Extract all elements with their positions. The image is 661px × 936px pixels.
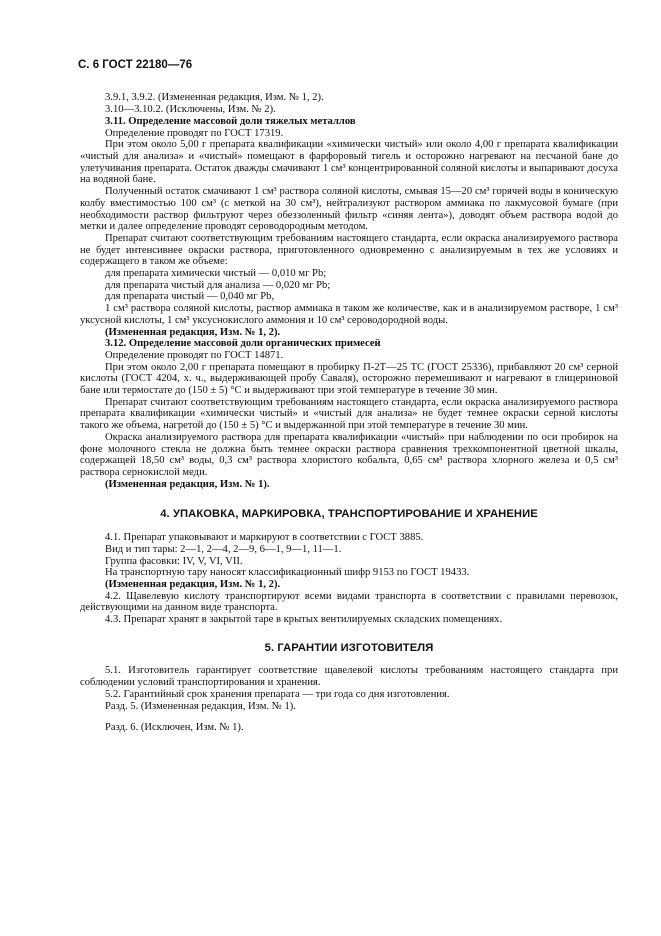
revision-note: 3.9.1, 3.9.2. (Измененная редакция, Изм. № 1, 2). bbox=[105, 92, 324, 103]
subsection-heading: 3.12. Определение массовой доли органических примесей bbox=[105, 338, 381, 350]
page-header: С. 6 ГОСТ 22180—76 bbox=[78, 59, 193, 71]
paragraph: 4.2. Щавелевую кислоту транспортируют всеми видами транспорта в соответствии с правилами перевозок, действующими на данном виде транспорта. bbox=[80, 590, 618, 614]
paragraph: На транспортную тару наносят классификационный шифр 9153 по ГОСТ 19433. bbox=[105, 567, 470, 579]
document-body bbox=[80, 92, 618, 734]
list-item: для препарата чистый для анализа — 0,020 мг Pb; bbox=[105, 279, 331, 291]
paragraph: Определение проводят по ГОСТ 17319. bbox=[105, 127, 284, 139]
revision-note: 3.10—3.10.2. (Исключены, Изм. № 2). bbox=[105, 103, 276, 115]
section-heading: 4. УПАКОВКА, МАРКИРОВКА, ТРАНСПОРТИРОВАНИЕ И ХРАНЕНИЕ bbox=[160, 508, 538, 521]
paragraph: Группа фасовки: IV, V, VI, VII. bbox=[105, 555, 243, 567]
subsection-heading: 3.11. Определение массовой доли тяжелых металлов bbox=[105, 115, 356, 127]
list-item: для препарата химически чистый — 0,010 мг Pb; bbox=[105, 268, 327, 280]
paragraph: Препарат считают соответствующим требованиям настоящего стандарта, если окраска анализируемого раствора не будет интенсивнее окраски раствора, приготовленного одновременно с анализируемым в тех же условиях и содержащего в таком же объеме: bbox=[80, 232, 618, 268]
paragraph: 1 см³ раствора соляной кислоты, раствор аммиака в таком же количестве, как и в анализируемом растворе, 1 см³ уксусной кислоты, 1 см³ уксуснокислого аммония и 10 см³ сероводородной воды. bbox=[80, 303, 618, 326]
paragraph: Препарат считают соответствующим требованиям настоящего стандарта, если окраска анализируемого раствора препарата квалификации «химически чистый» и «чистый для анализа» не будет темнее окраски серной кислоты такого же объема, нагретой до (150 ± 5) °С и выдержанной при этой температуре в течение 30 мин. bbox=[80, 396, 618, 432]
revision-note: (Измененная редакция, Изм. № 1, 2). bbox=[105, 326, 281, 338]
paragraph: Определение проводят по ГОСТ 14871. bbox=[105, 349, 284, 361]
paragraph: Полученный остаток смачивают 1 см³ раствора соляной кислоты, смывая 15—20 см³ горячей воды в коническую колбу вместимостью 100 см³ (с меткой на 30 см³), нейтрализуют раствором аммиака по лакмусовой бумаге (при необходимости раствор фильтруют через обеззоленный фильтр «синяя лента»), доводят объем раствора водой до метки и далее определение проводят сероводородным методом. bbox=[80, 186, 618, 233]
paragraph: Разд. 6. (Исключен, Изм. № 1). bbox=[105, 722, 244, 734]
revision-note: (Измененная редакция, Изм. № 1, 2). bbox=[105, 578, 281, 590]
paragraph: 4.3. Препарат хранят в закрытой таре в крытых вентилируемых складских помещениях. bbox=[105, 614, 503, 626]
paragraph: 4.1. Препарат упаковывают и маркируют в соответствии с ГОСТ 3885. bbox=[105, 532, 424, 544]
paragraph: 5.2. Гарантийный срок хранения препарата — три года со дня изготовления. bbox=[105, 688, 450, 700]
paragraph: 5.1. Изготовитель гарантирует соответствие щавелевой кислоты требованиям настоящего стандарта при соблюдении условий транспортирования и хранения. bbox=[80, 665, 618, 689]
paragraph: Разд. 5. (Измененная редакция, Изм. № 1). bbox=[105, 700, 296, 712]
revision-note: (Измененная редакция, Изм. № 1). bbox=[105, 478, 270, 490]
paragraph: Окраска анализируемого раствора для препарата квалификации «чистый» при наблюдении по оси пробирок на фоне молочного стекла не должна быть темнее окраски раствора сравнения трехкомпонентной цветной шкалы, содержащей 18,50 см³ воды, 0,3 см³ раствора хлористого кобальта, 0,65 см³ раствора хлорного железа и 0,5 см³ раствора сернокислой меди. bbox=[80, 431, 618, 478]
section-heading: 5. ГАРАНТИИ ИЗГОТОВИТЕЛЯ bbox=[264, 641, 434, 654]
paragraph: Вид и тип тары: 2—1, 2—4, 2—9, 6—1, 9—1, 11—1. bbox=[105, 543, 342, 555]
paragraph: При этом около 5,00 г препарата квалификации «химически чистый» или около 4,00 г препарата квалификации «чистый для анализа» и «чистый» помещают в фарфоровый тигель и осторожно нагревают на песчаной бане до улетучивания препарата. Остаток дважды смачивают 1 см³ концентрированной соляной кислоты и выпаривают досуха на водяной бане. bbox=[80, 139, 618, 186]
list-item: для препарата чистый — 0,040 мг Pb, bbox=[105, 291, 275, 303]
paragraph: При этом около 2,00 г препарата помещают в пробирку П-2Т—25 ТС (ГОСТ 25336), прибавляют 20 см³ серной кислоты (ГОСТ 4204, х. ч., выдерживающей пробу Саваля), осторожно перемешивают и нагревают в глицериновой бане или термостате до (150 ± 5) °С и выдерживают при этой температуре в течение 30 мин. bbox=[80, 361, 618, 397]
